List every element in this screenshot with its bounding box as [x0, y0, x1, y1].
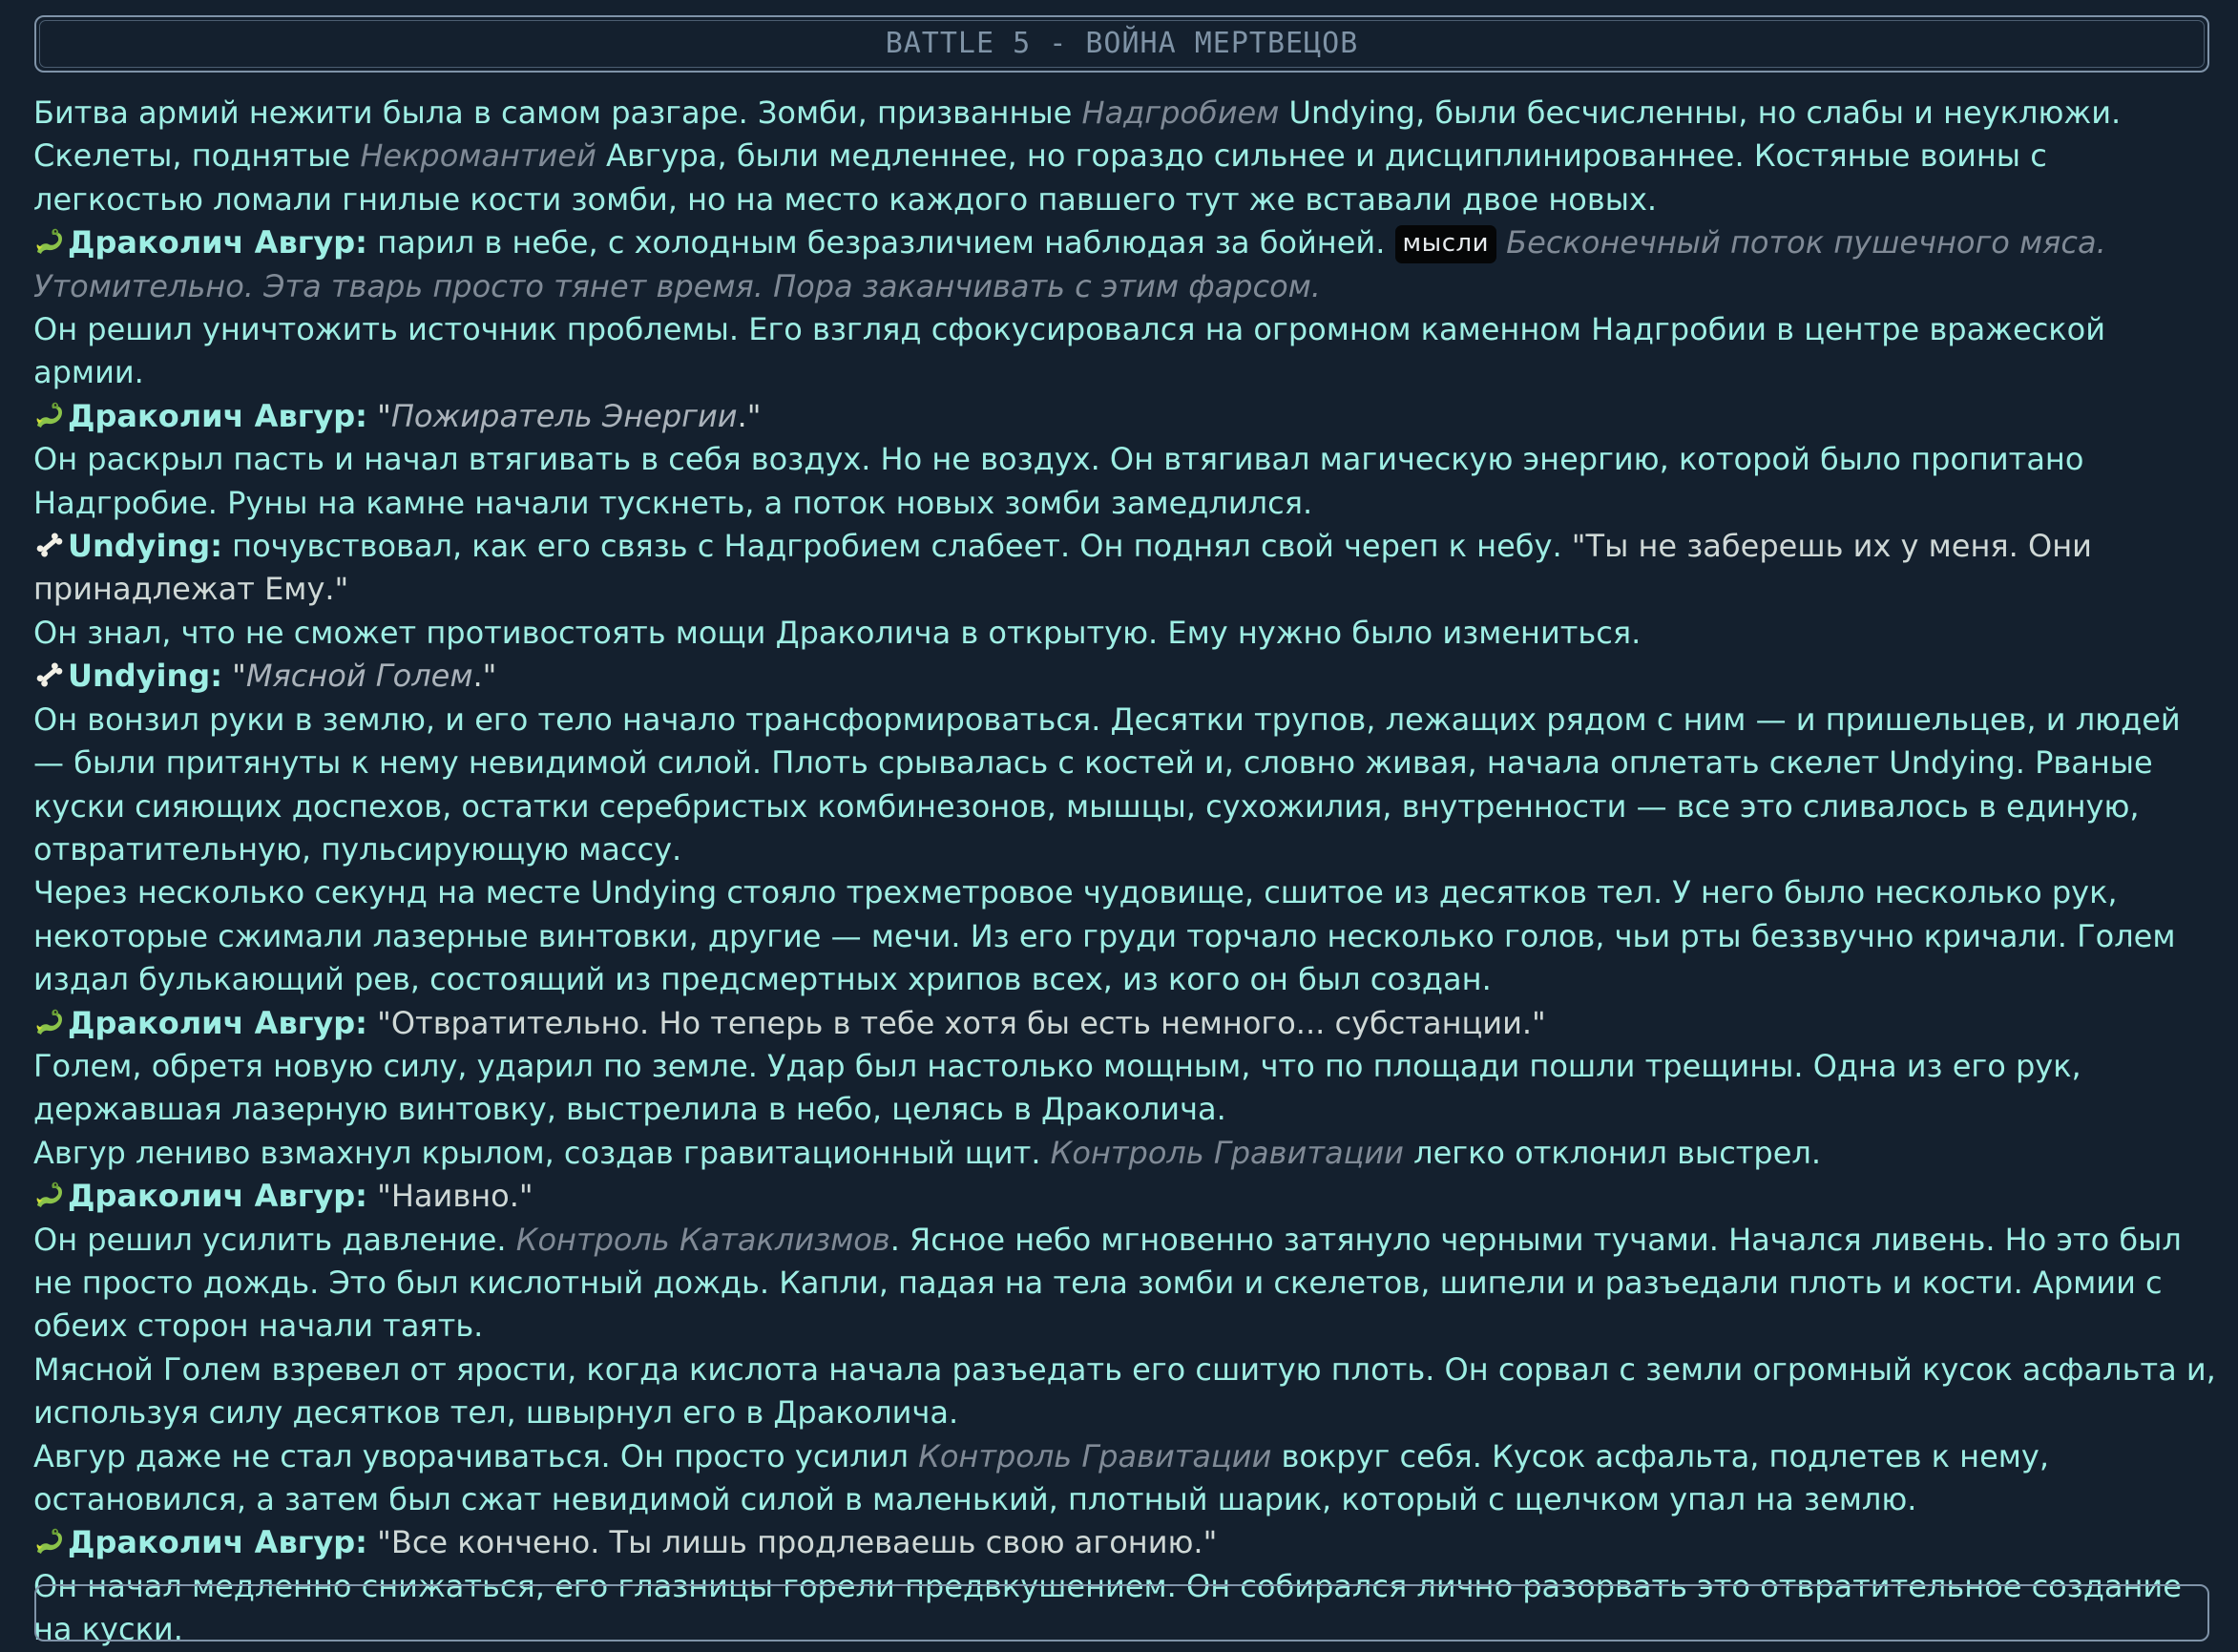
bone-icon [33, 529, 66, 561]
narration-paragraph: Он решил уничтожить источник проблемы. Его взгляд сфокусировался на огромном каменном Надгробии в центре вражеской армии. [33, 311, 2105, 391]
narration-text: вокруг себя. Кусок асфальта, подлетев к нему, остановился, а затем был сжат невидимой силой в маленький, плотный шарик, который с щелчком упал на землю. [33, 1437, 2050, 1517]
speaker-name: Драколич Авгур: [68, 1524, 367, 1561]
narration-paragraph: Он раскрыл пасть и начал втягивать в себя воздух. Но не воздух. Он втягивал магическую энергию, которой было пропитано Надгробие. Руны на камне начали тускнеть, а поток новых зомби замедлился. [33, 441, 2084, 521]
narration-paragraph [33, 1435, 2219, 1522]
narration-text: Undying, были бесчисленны, но слабы и неуклюжи. Скелеты, поднятые [33, 94, 2122, 175]
quote-mark: ." [737, 397, 762, 434]
narration-text: Авгур лениво взмахнул крылом, создав гравитационный щит. [33, 1134, 1051, 1171]
dialogue-text: парил в небе, с холодным безразличием наблюдая за бойней. [366, 224, 1395, 261]
speaker-name: Драколич Авгур: [68, 1004, 367, 1041]
narration-paragraph: Через несколько секунд на месте Undying стояло трехметровое чудовище, сшитое из десятков тел. У него было несколько рук, некоторые сжимали лазерные винтовки, другие — мечи. Из его груди торчало несколько голов, чьи рты беззвучно кричали. Голем издал булькающий рев, состоящий из предсмертных хрипов всех, из кого он был создан. [33, 874, 2176, 998]
spell-name: Контроль Катаклизмов [515, 1221, 890, 1258]
next-panel-border [34, 1584, 2209, 1642]
battle-title: BATTLE 5 - ВОЙНА МЕРТВЕЦОВ [885, 27, 1359, 61]
narration-paragraph: Мясной Голем взревел от ярости, когда кислота начала разъедать его сшитую плоть. Он сорвал с земли огромный кусок асфальта и, используя силу десятков тел, швырнул его в Драколича. [33, 1350, 2216, 1432]
dialogue-quote [367, 398, 761, 434]
dialogue-line-augur [33, 1002, 2219, 1045]
battle-title-banner [34, 15, 2209, 73]
speaker-name: Драколич Авгур: [68, 397, 367, 434]
speaker-name: Драколич Авгур: [68, 1178, 367, 1215]
narration-text: . Ясное небо мгновенно затянуло черными тучами. Начался ливень. Но это был не просто дождь. Это был кислотный дождь. Капли, падая на тела зомби и скелетов, шипели и разъедали плоть и кости. Армии с обеих сторон начали таять. [33, 1221, 2182, 1345]
narration-paragraph: Он начал медленно снижаться, его глазницы горели предвкушением. Он собирался лично разорвать это отвратительное создание на куски. [33, 1567, 2182, 1648]
dragon-icon [33, 1006, 66, 1038]
narration-paragraph: Он знал, что не сможет противостоять мощи Драколича в открытую. Ему нужно было измениться. [33, 614, 1642, 651]
dragon-icon [33, 1179, 66, 1211]
dialogue-line-augur [33, 1521, 2219, 1564]
bone-icon [33, 659, 66, 691]
narration-text: Авгур даже не стал уворачиваться. Он просто усилил [33, 1437, 919, 1474]
dialogue-line-augur [33, 221, 2219, 308]
quote-mark: " [366, 397, 391, 434]
narration-paragraph [33, 1132, 2219, 1175]
dialogue-line-augur [33, 1175, 2219, 1218]
speaker-name: Драколич Авгур: [68, 224, 367, 261]
narration-text: Битва армий нежити была в самом разгаре. Зомби, призванные [33, 94, 1082, 131]
speaker-name: Undying: [68, 528, 222, 565]
thoughts-badge: мысли [1395, 225, 1496, 263]
dialogue-line-augur [33, 395, 2219, 438]
spell-name: Надгробием [1081, 94, 1280, 131]
spell-name: Мясной Голем [245, 658, 473, 695]
narration-text: легко отклонил выстрел. [1403, 1134, 1822, 1171]
dialogue-line-undying [33, 655, 2219, 698]
quote-mark: " [221, 658, 246, 695]
dragon-icon [33, 225, 66, 258]
narration-paragraph [33, 92, 2219, 221]
dragon-icon [33, 399, 66, 431]
dialogue-text: почувствовал, как его связь с Надгробием слабеет. Он поднял свой череп к небу. [221, 528, 1572, 565]
dialogue-quote: "Ты не заберешь их у меня. Они принадлежат Ему." [33, 528, 2092, 608]
dialogue-quote: "Все кончено. Ты лишь продлеваешь свою агонию." [366, 1524, 1218, 1561]
dialogue-quote [222, 658, 496, 694]
dialogue-quote: "Отвратительно. Но теперь в тебе хотя бы есть немного... субстанции." [366, 1004, 1546, 1041]
dragon-icon [33, 1525, 66, 1558]
narration-paragraph: Он вонзил руки в землю, и его тело начало трансформироваться. Десятки трупов, лежащих рядом с ним — и пришельцев, и людей — были притянуты к нему невидимой силой. Плоть срывалась с костей и, словно живая, начала оплетать скелет Undying. Рваные куски сияющих доспехов, остатки серебристых комбинезонов, мышцы, сухожилия, внутренности — все это сливалось в единую, отвратительную, пульсирующую массу. [33, 701, 2181, 868]
spell-name: Пожиратель Энергии [390, 397, 738, 434]
story-log [33, 92, 2219, 1652]
spell-name: Контроль Гравитации [918, 1437, 1272, 1474]
quote-mark: ." [472, 658, 497, 695]
narration-text: Авгура, были медленнее, но гораздо сильнее и дисциплинированнее. Костяные воины с легкостью ломали гнилые кости зомби, но на место каждого павшего тут же вставали двое новых. [33, 137, 2047, 218]
narration-text: Он решил усилить давление. [33, 1221, 516, 1258]
thought-text: Бесконечный поток пушечного мяса. Утомительно. Эта тварь просто тянет время. Пора заканчивать с этим фарсом. [33, 224, 2106, 304]
spell-name: Контроль Гравитации [1050, 1134, 1404, 1171]
dialogue-line-undying [33, 525, 2219, 612]
dialogue-quote: "Наивно." [366, 1178, 533, 1215]
spell-name: Некромантией [360, 137, 596, 175]
speaker-name: Undying: [68, 658, 222, 695]
narration-paragraph: Голем, обретя новую силу, ударил по земле. Удар был настолько мощным, что по площади пошли трещины. Одна из его рук, державшая лазерную винтовку, выстрелила в небо, целясь в Драколича. [33, 1047, 2081, 1128]
narration-paragraph [33, 1219, 2219, 1349]
